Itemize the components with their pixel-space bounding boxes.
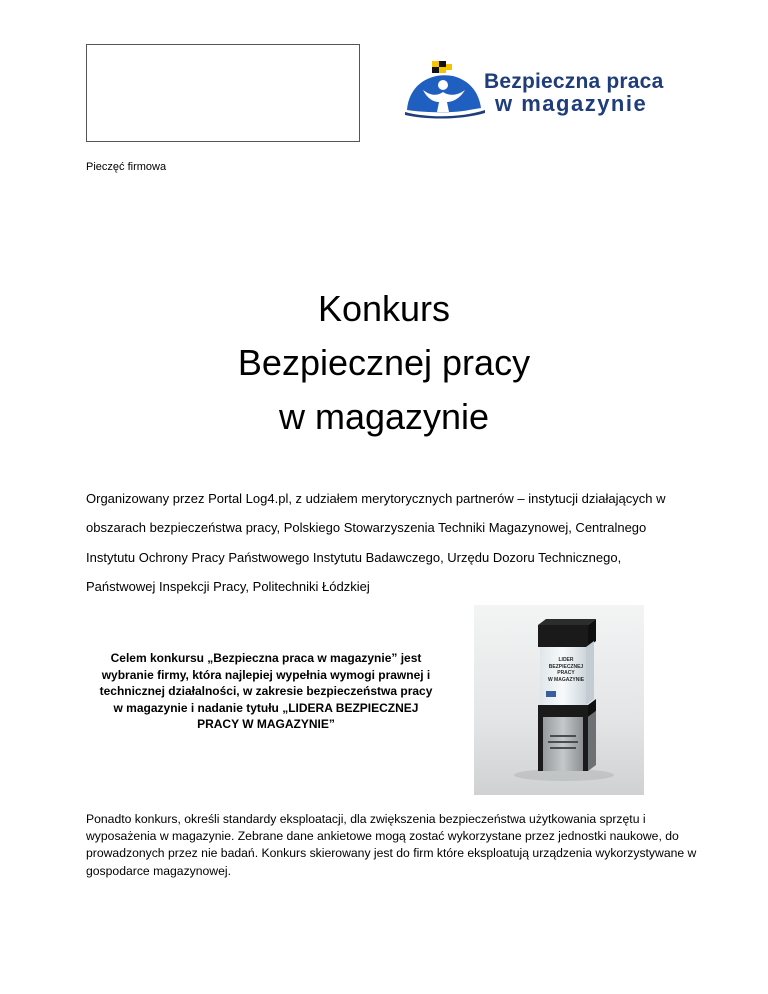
company-stamp-box	[86, 44, 360, 142]
trophy-photo	[474, 605, 644, 795]
contest-goal-paragraph: Celem konkursu „Bezpieczna praca w magazynie” jest wybranie firmy, która najlepiej wypełnia wymogi prawnej i technicznej działalności, w zakresie bezpieczeństwa pracy w magazynie i nadanie tytułu „LIDERA BEZPIECZNEJ PRACY W MAGAZYNIE”	[99, 651, 433, 731]
engraving-line: W MAGAZYNIE	[547, 676, 585, 683]
logo	[405, 60, 675, 120]
engraving-line: PRACY	[557, 670, 575, 676]
engraving-line: BEZPIECZNEJ	[548, 663, 584, 670]
intro-paragraph: Organizowany przez Portal Log4.pl, z udziałem merytorycznych partnerów – instytucji działających w obszarach bezpieczeństwa pracy, Polskiego Stowarzyszenia Techniki Magazynowej, Centralnego Instytutu Ochrony Pracy Państwowego Instytutu Badawczego, Urzędu Dozoru Technicznego, Państwowej Inspekcji Pracy, Politechniki Łódzkiej	[86, 491, 666, 594]
trophy-engraving	[544, 657, 588, 683]
logo-title-line2: w magazynie	[495, 91, 648, 116]
title-line-2: Bezpiecznej pracy	[237, 342, 531, 383]
stamp-label: Pieczęć firmowa	[86, 161, 167, 173]
trophy-image	[474, 605, 644, 795]
page-title	[0, 282, 768, 444]
outro-paragraph: Ponadto konkurs, określi standardy eksploatacji, dla zwiększenia bezpieczeństwa użytkowania sprzętu i wyposażenia w magazynie. Zebrane dane ankietowe mogą zostać wykorzystane przez jednostki naukowe, do prowadzonych przez nie badań. Konkurs skierowany jest do firm które eksploatują urządzenia wykorzystywane w gospodarce magazynowej.	[86, 812, 697, 878]
logo-title-line1: Bezpieczna praca	[484, 70, 664, 93]
engraving-line: LIDER	[558, 657, 574, 663]
title-line-1: Konkurs	[317, 288, 451, 329]
title-line-3: w magazynie	[278, 396, 490, 437]
